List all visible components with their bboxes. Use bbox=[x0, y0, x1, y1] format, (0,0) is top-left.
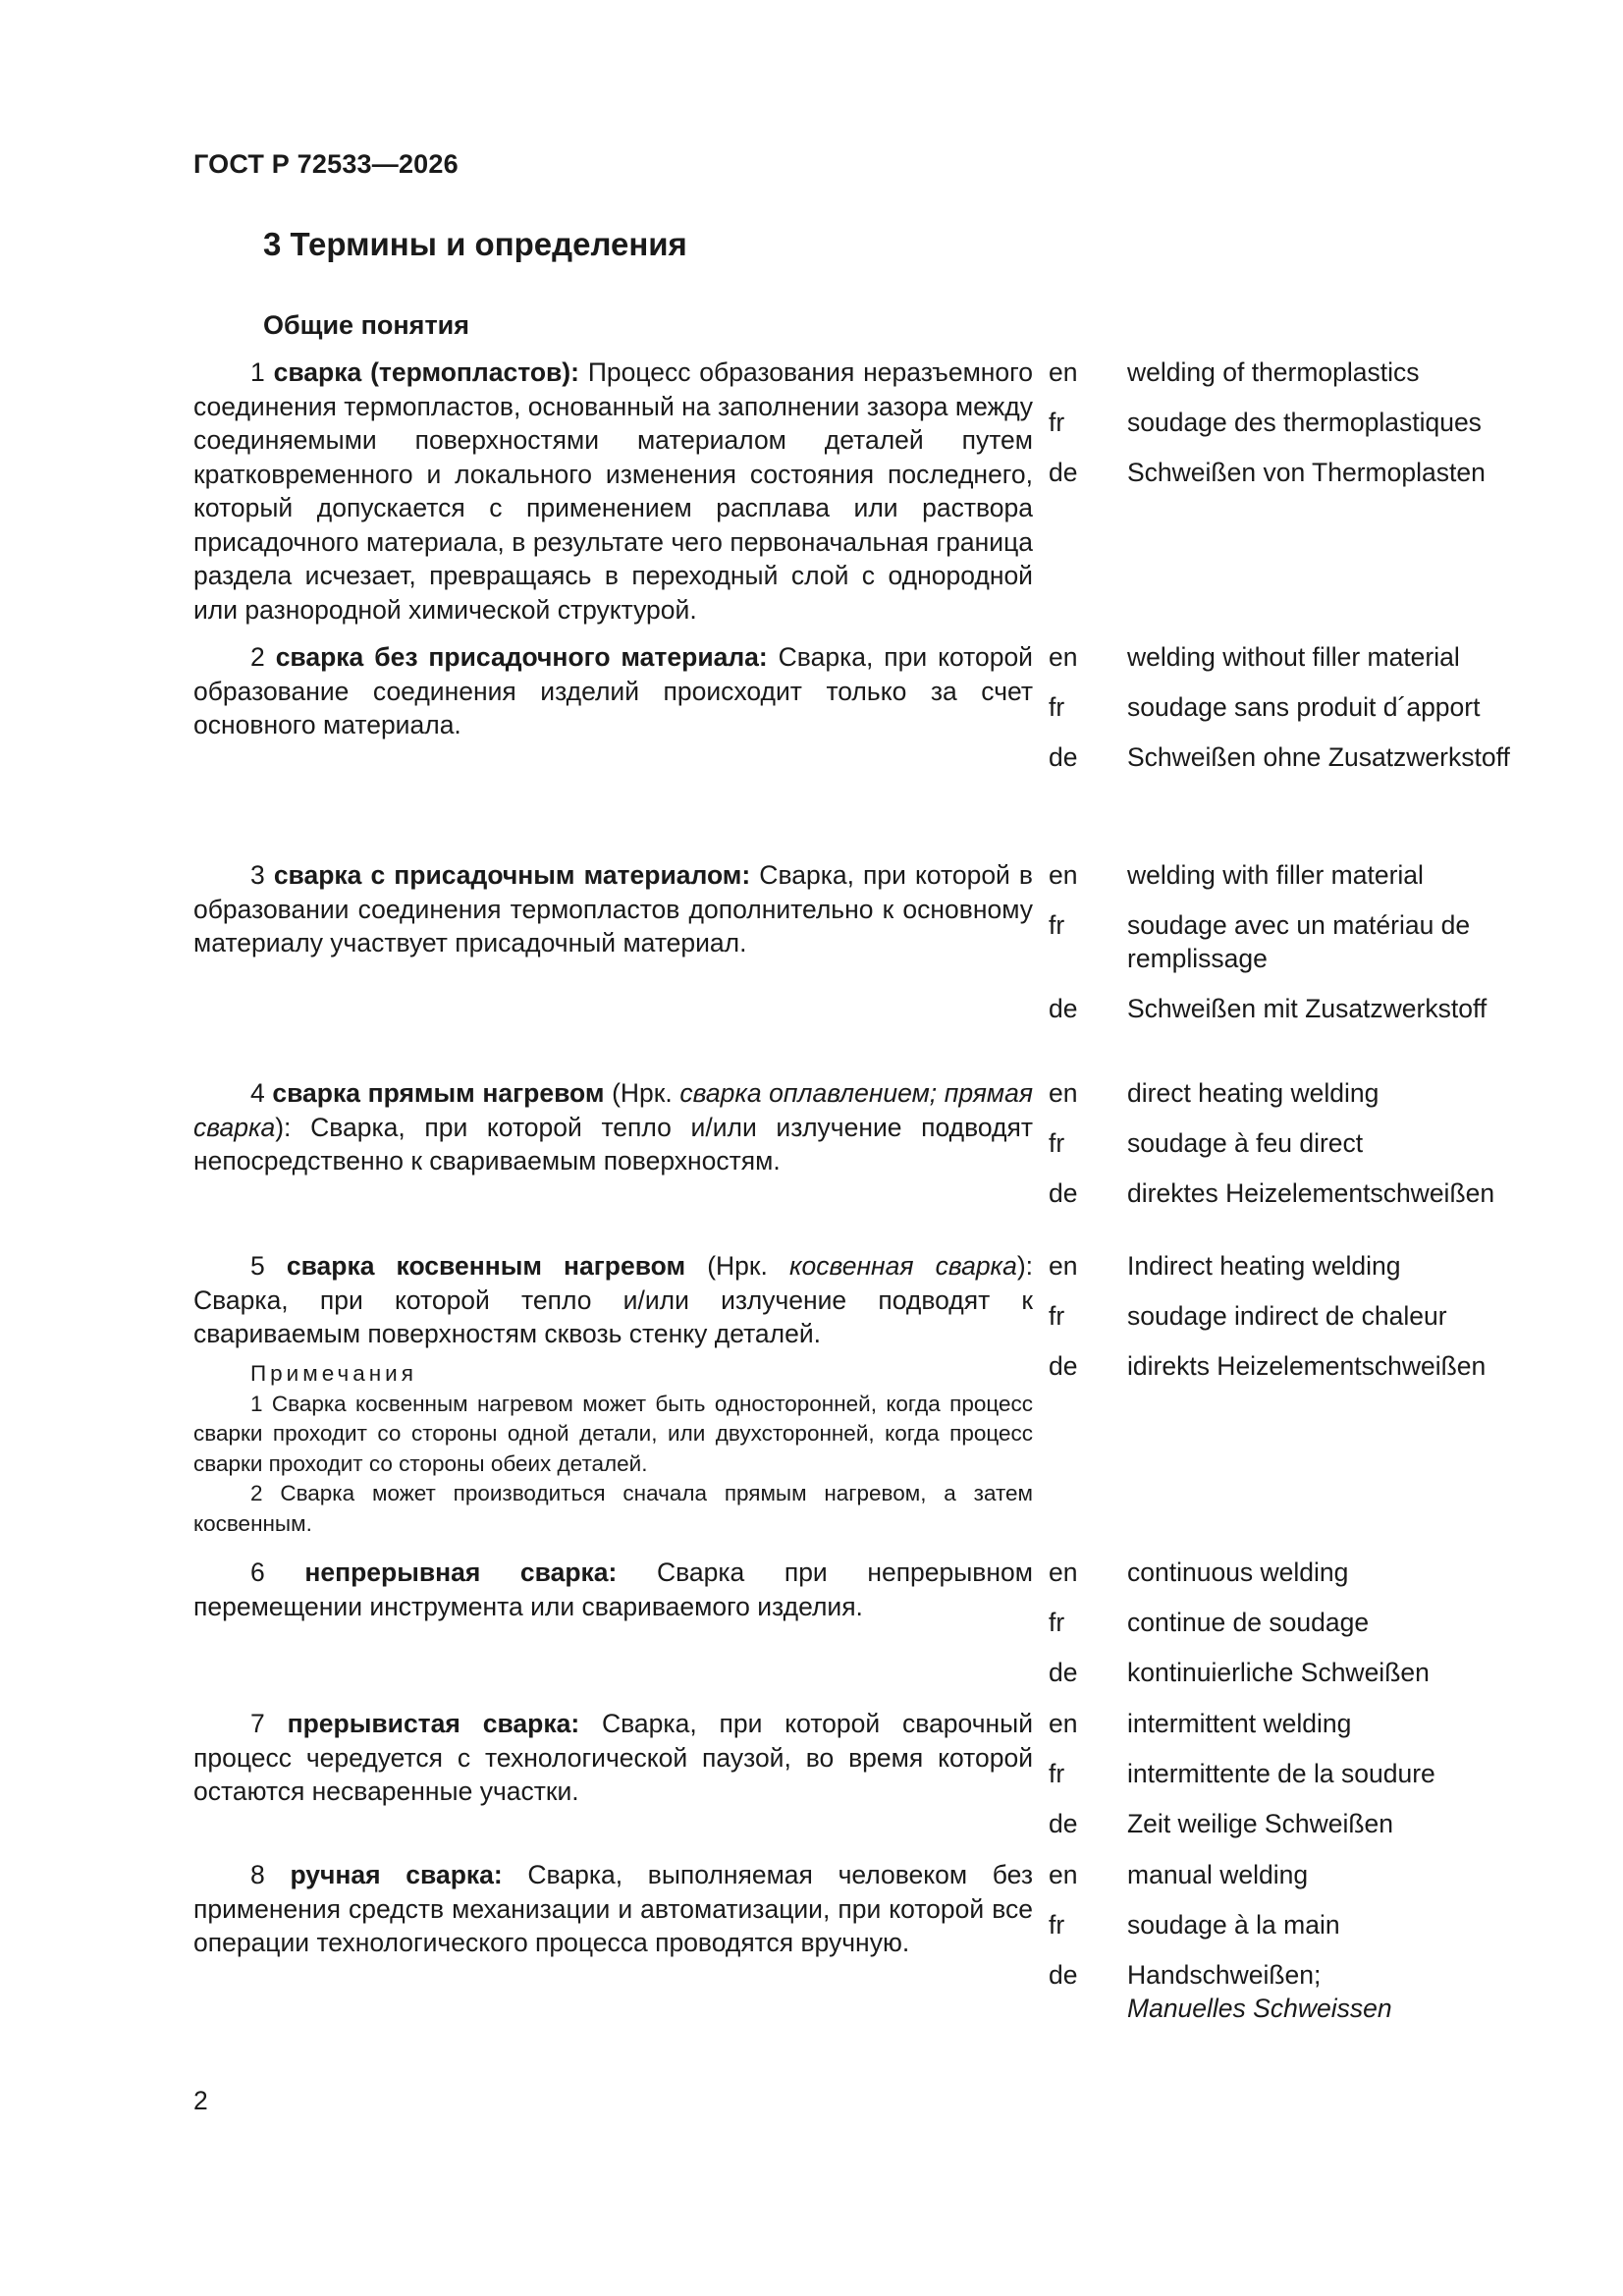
document-code: ГОСТ Р 72533—2026 bbox=[193, 149, 459, 179]
equivalent-term: idirekts Heizelementschweißen bbox=[1127, 1351, 1487, 1381]
equivalent-fr bbox=[1049, 690, 1598, 724]
subsection-title: Общие понятия bbox=[263, 310, 470, 340]
equivalent-en bbox=[1049, 640, 1598, 674]
equivalent-term: Indirect heating welding bbox=[1127, 1251, 1401, 1281]
term-name: сварка без присадочного материала: bbox=[275, 642, 768, 672]
equivalent-term: kontinuierliche Schweißen bbox=[1127, 1658, 1430, 1687]
term-synonyms: сварка оплавлением; прямая сварка bbox=[193, 1078, 1033, 1142]
equivalent-term: continue de soudage bbox=[1127, 1608, 1370, 1637]
equivalent-term-main: Handschweißen; bbox=[1127, 1960, 1322, 1990]
equivalent-term: continuous welding bbox=[1127, 1558, 1349, 1587]
equivalent-fr bbox=[1049, 1126, 1598, 1160]
term-number: 3 bbox=[250, 860, 265, 890]
equivalent-term: Zeit weilige Schweißen bbox=[1127, 1809, 1394, 1838]
term-synonyms: косвенная сварка bbox=[788, 1251, 1017, 1281]
term-number: 8 bbox=[250, 1860, 265, 1889]
note-item-2: 2 Сварка может производиться сначала прямым нагревом, а затем косвенным. bbox=[193, 1481, 1033, 1536]
term-definition-text: Сварка, при которой в образовании соединения термопластов дополнительно к основному материалу участвует присадочный материал. bbox=[193, 860, 1033, 957]
lang-code: fr bbox=[1049, 910, 1065, 940]
equivalent-de bbox=[1049, 456, 1598, 489]
equivalent-en bbox=[1049, 1076, 1598, 1110]
term-name: сварка (термопластов): bbox=[273, 357, 579, 387]
lang-code: de bbox=[1049, 994, 1078, 1023]
term-definition-text: ): Сварка, при которой тепло и/или излучение подводят к свариваемым поверхностям сквозь стенку деталей. bbox=[193, 1251, 1033, 1348]
equivalent-fr bbox=[1049, 1606, 1598, 1639]
equivalent-term: soudage à feu direct bbox=[1127, 1128, 1364, 1158]
equivalent-de bbox=[1049, 1176, 1598, 1210]
term-name: прерывистая сварка: bbox=[287, 1709, 580, 1738]
section-title: 3 Термины и определения bbox=[263, 226, 687, 262]
term-definition bbox=[193, 858, 1033, 960]
foreign-equivalents bbox=[1049, 1707, 1598, 1857]
equivalent-term bbox=[1127, 1958, 1559, 2025]
lang-code: de bbox=[1049, 1960, 1078, 1990]
equivalent-fr bbox=[1049, 1299, 1598, 1333]
term-synonym-prefix: (Нрк. bbox=[685, 1251, 789, 1281]
equivalent-fr bbox=[1049, 1908, 1598, 1941]
lang-code: en bbox=[1049, 1078, 1078, 1108]
lang-code: fr bbox=[1049, 1910, 1065, 1940]
term-number: 7 bbox=[250, 1709, 265, 1738]
equivalent-term-alt: Manuelles Schweissen bbox=[1127, 1994, 1392, 2023]
term-number: 1 bbox=[250, 357, 265, 387]
lang-code: de bbox=[1049, 458, 1078, 487]
equivalent-term: Schweißen von Thermoplasten bbox=[1127, 458, 1486, 487]
lang-code: en bbox=[1049, 357, 1078, 387]
equivalent-de bbox=[1049, 1958, 1598, 2025]
lang-code: fr bbox=[1049, 1301, 1065, 1331]
lang-code: fr bbox=[1049, 1759, 1065, 1788]
term-definition-text: ): Сварка, при которой тепло и/или излучение подводят непосредственно к свариваемым поверхностям. bbox=[193, 1112, 1033, 1175]
lang-code: de bbox=[1049, 1178, 1078, 1208]
foreign-equivalents bbox=[1049, 1556, 1598, 1706]
equivalent-en bbox=[1049, 1249, 1598, 1283]
equivalent-en bbox=[1049, 1858, 1598, 1891]
equivalent-fr bbox=[1049, 908, 1598, 975]
term-definition bbox=[193, 1858, 1033, 1960]
lang-code: en bbox=[1049, 642, 1078, 672]
term-definition bbox=[193, 1707, 1033, 1809]
notes-title: Примечания bbox=[250, 1361, 417, 1386]
equivalent-term: manual welding bbox=[1127, 1860, 1309, 1889]
equivalent-term: Schweißen mit Zusatzwerkstoff bbox=[1127, 994, 1488, 1023]
foreign-equivalents bbox=[1049, 1858, 1598, 2042]
equivalent-en bbox=[1049, 858, 1598, 892]
equivalent-term: direct heating welding bbox=[1127, 1078, 1380, 1108]
lang-code: en bbox=[1049, 1558, 1078, 1587]
lang-code: fr bbox=[1049, 408, 1065, 437]
foreign-equivalents bbox=[1049, 1249, 1598, 1399]
lang-code: de bbox=[1049, 1351, 1078, 1381]
equivalent-en bbox=[1049, 1707, 1598, 1740]
term-name: сварка с присадочным материалом: bbox=[273, 860, 751, 890]
lang-code: de bbox=[1049, 742, 1078, 772]
lang-code: fr bbox=[1049, 692, 1065, 722]
equivalent-term: soudage sans produit d´apport bbox=[1127, 692, 1481, 722]
equivalent-fr bbox=[1049, 406, 1598, 439]
term-definition bbox=[193, 1249, 1033, 1351]
equivalent-term: soudage à la main bbox=[1127, 1910, 1340, 1940]
term-number: 6 bbox=[250, 1558, 265, 1587]
lang-code: de bbox=[1049, 1658, 1078, 1687]
term-definition bbox=[193, 1076, 1033, 1178]
lang-code: fr bbox=[1049, 1128, 1065, 1158]
equivalent-term: soudage indirect de chaleur bbox=[1127, 1301, 1447, 1331]
note-item-1: 1 Сварка косвенным нагревом может быть односторонней, когда процесс сварки проходит со стороны одной детали, или двухсторонней, когда процесс сварки проходит со стороны обеих деталей. bbox=[193, 1391, 1033, 1476]
equivalent-de bbox=[1049, 1807, 1598, 1840]
lang-code: en bbox=[1049, 1251, 1078, 1281]
equivalent-en bbox=[1049, 355, 1598, 389]
equivalent-term: welding with filler material bbox=[1127, 860, 1424, 890]
term-definition-text: Сварка при непрерывном перемещении инструмента или свариваемого изделия. bbox=[193, 1558, 1033, 1621]
term-number: 4 bbox=[250, 1078, 265, 1108]
equivalent-en bbox=[1049, 1556, 1598, 1589]
term-definition-text: Сварка, при которой образование соединения изделий происходит только за счет основного материала. bbox=[193, 642, 1033, 739]
term-number: 2 bbox=[250, 642, 265, 672]
equivalent-term: soudage des thermoplastiques bbox=[1127, 408, 1482, 437]
term-number: 5 bbox=[250, 1251, 265, 1281]
equivalent-term: welding without filler material bbox=[1127, 642, 1460, 672]
equivalent-term: welding of thermoplastics bbox=[1127, 357, 1420, 387]
term-definition bbox=[193, 1556, 1033, 1623]
equivalent-term: intermittent welding bbox=[1127, 1709, 1352, 1738]
equivalent-term: direktes Heizelementschweißen bbox=[1127, 1178, 1495, 1208]
term-definition-text: Сварка, выполняемая человеком без применения средств механизации и автоматизации, при которой все операции технологического процесса проводятся вручную. bbox=[193, 1860, 1033, 1957]
lang-code: en bbox=[1049, 860, 1078, 890]
equivalent-term: soudage avec un matériau de remplissage bbox=[1127, 910, 1471, 973]
foreign-equivalents bbox=[1049, 858, 1598, 1042]
term-definition-text: Сварка, при которой сварочный процесс чередуется с технологической паузой, во время которой остаются несваренные участки. bbox=[193, 1709, 1033, 1806]
term-name: сварка прямым нагревом bbox=[272, 1078, 605, 1108]
lang-code: en bbox=[1049, 1709, 1078, 1738]
term-name: сварка косвенным нагревом bbox=[286, 1251, 686, 1281]
term-definition bbox=[193, 355, 1033, 627]
foreign-equivalents bbox=[1049, 1076, 1598, 1227]
lang-code: fr bbox=[1049, 1608, 1065, 1637]
equivalent-de bbox=[1049, 1656, 1598, 1689]
lang-code: de bbox=[1049, 1809, 1078, 1838]
term-definition bbox=[193, 640, 1033, 742]
equivalent-de bbox=[1049, 1349, 1598, 1383]
foreign-equivalents bbox=[1049, 640, 1598, 791]
term-definition-text: Процесс образования неразъемного соединения термопластов, основанный на заполнении зазора между соединяемыми поверхностями материалом деталей путем кратковременного и локального изменения состояния последнего, который допускается с применением расплава или раствора присадочного материала, в результате чего первоначальная граница раздела исчезает, превращаясь в переходный слой с однородной или разнородной химической структурой. bbox=[193, 357, 1033, 625]
term-notes bbox=[193, 1359, 1033, 1539]
foreign-equivalents bbox=[1049, 355, 1598, 506]
equivalent-de bbox=[1049, 740, 1598, 774]
equivalent-de bbox=[1049, 992, 1598, 1025]
page-number: 2 bbox=[193, 2086, 208, 2115]
equivalent-term: Schweißen ohne Zusatzwerkstoff bbox=[1127, 742, 1510, 772]
equivalent-fr bbox=[1049, 1757, 1598, 1790]
equivalent-term: intermittente de la soudure bbox=[1127, 1759, 1435, 1788]
lang-code: en bbox=[1049, 1860, 1078, 1889]
term-name: ручная сварка: bbox=[290, 1860, 503, 1889]
term-name: непрерывная сварка: bbox=[304, 1558, 618, 1587]
term-synonym-prefix: (Нрк. bbox=[604, 1078, 680, 1108]
